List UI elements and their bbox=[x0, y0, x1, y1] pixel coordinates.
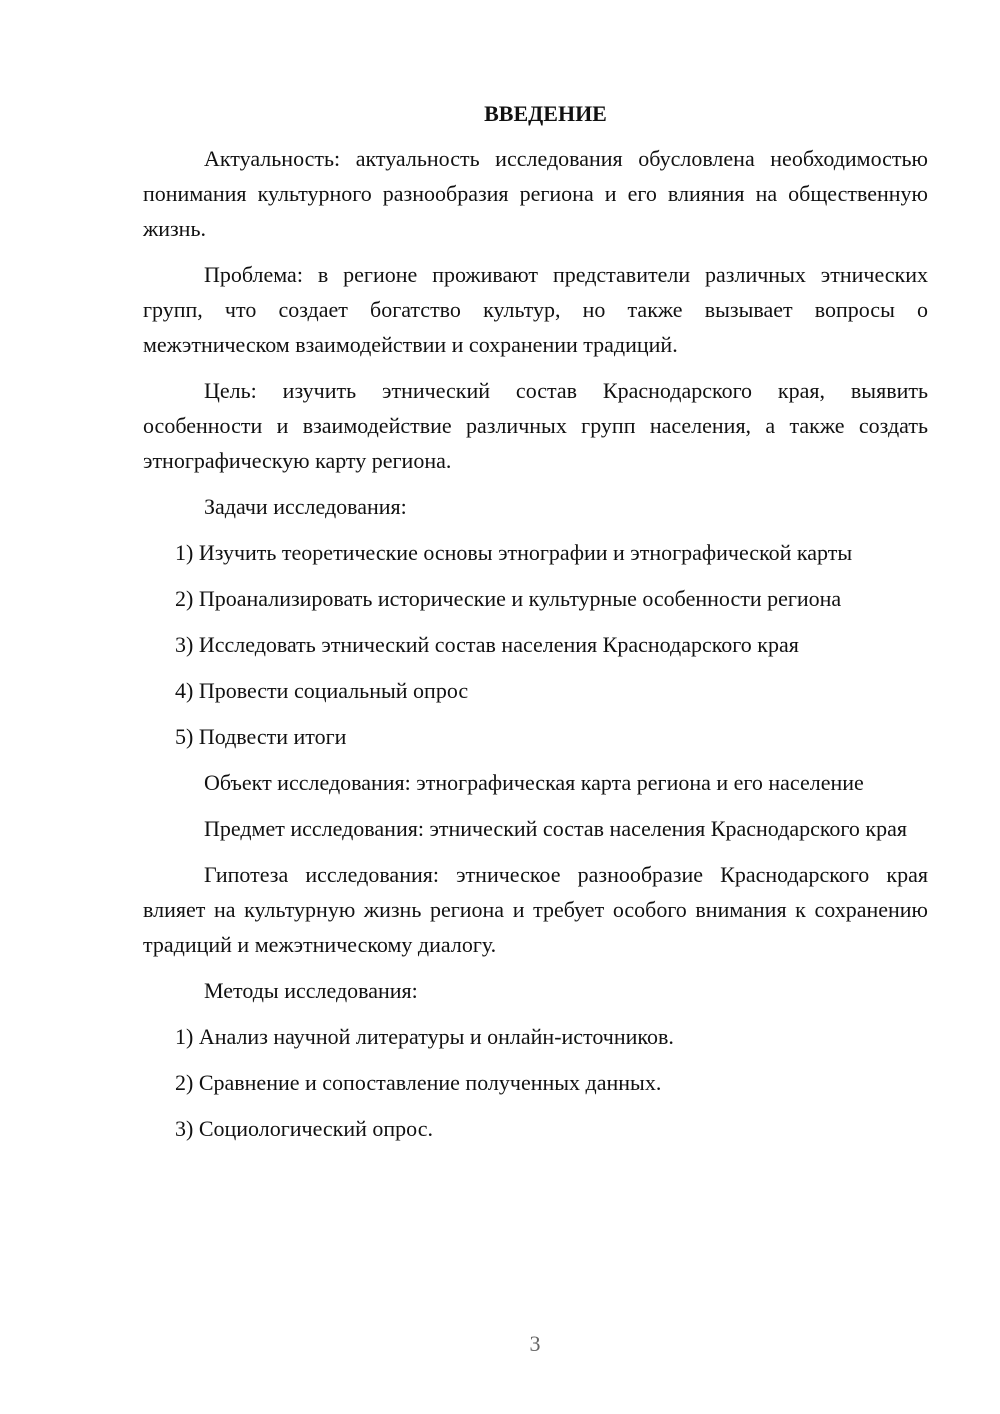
page-number: 3 bbox=[529, 1331, 541, 1356]
goal-paragraph: Цель: изучить этнический состав Краснодарского края, выявить особенности и взаимодействие различных групп населения, а также создать этнографическую карту региона. bbox=[143, 378, 928, 473]
task-item: 3) Исследовать этнический состав населения Краснодарского края bbox=[175, 632, 799, 657]
task-item: 5) Подвести итоги bbox=[175, 724, 347, 749]
relevance-paragraph: Актуальность: актуальность исследования обусловлена необходимостью понимания культурного разнообразия региона и его влияния на общественную жизнь. bbox=[143, 146, 928, 241]
task-item: 4) Провести социальный опрос bbox=[175, 678, 469, 703]
section-heading: ВВЕДЕНИЕ bbox=[484, 101, 607, 126]
hypothesis-paragraph: Гипотеза исследования: этническое разнообразие Краснодарского края влияет на культурную жизнь региона и требует особого внимания к сохранению традиций и межэтническому диалогу. bbox=[143, 862, 928, 957]
method-item: 1) Анализ научной литературы и онлайн-источников. bbox=[175, 1024, 674, 1049]
task-item: 2) Проанализировать исторические и культурные особенности региона bbox=[175, 586, 842, 611]
task-item: 1) Изучить теоретические основы этнографии и этнографической карты bbox=[175, 540, 853, 565]
problem-paragraph: Проблема: в регионе проживают представители различных этнических групп, что создает богатство культур, но также вызывает вопросы о межэтническом взаимодействии и сохранении традиций. bbox=[143, 262, 928, 357]
subject-paragraph: Предмет исследования: этнический состав населения Краснодарского края bbox=[204, 816, 907, 841]
tasks-heading: Задачи исследования: bbox=[204, 494, 407, 519]
methods-heading: Методы исследования: bbox=[204, 978, 418, 1003]
method-item: 3) Социологический опрос. bbox=[175, 1116, 433, 1141]
method-item: 2) Сравнение и сопоставление полученных данных. bbox=[175, 1070, 662, 1095]
page-content bbox=[143, 96, 928, 1157]
object-paragraph: Объект исследования: этнографическая карта региона и его население bbox=[204, 770, 864, 795]
